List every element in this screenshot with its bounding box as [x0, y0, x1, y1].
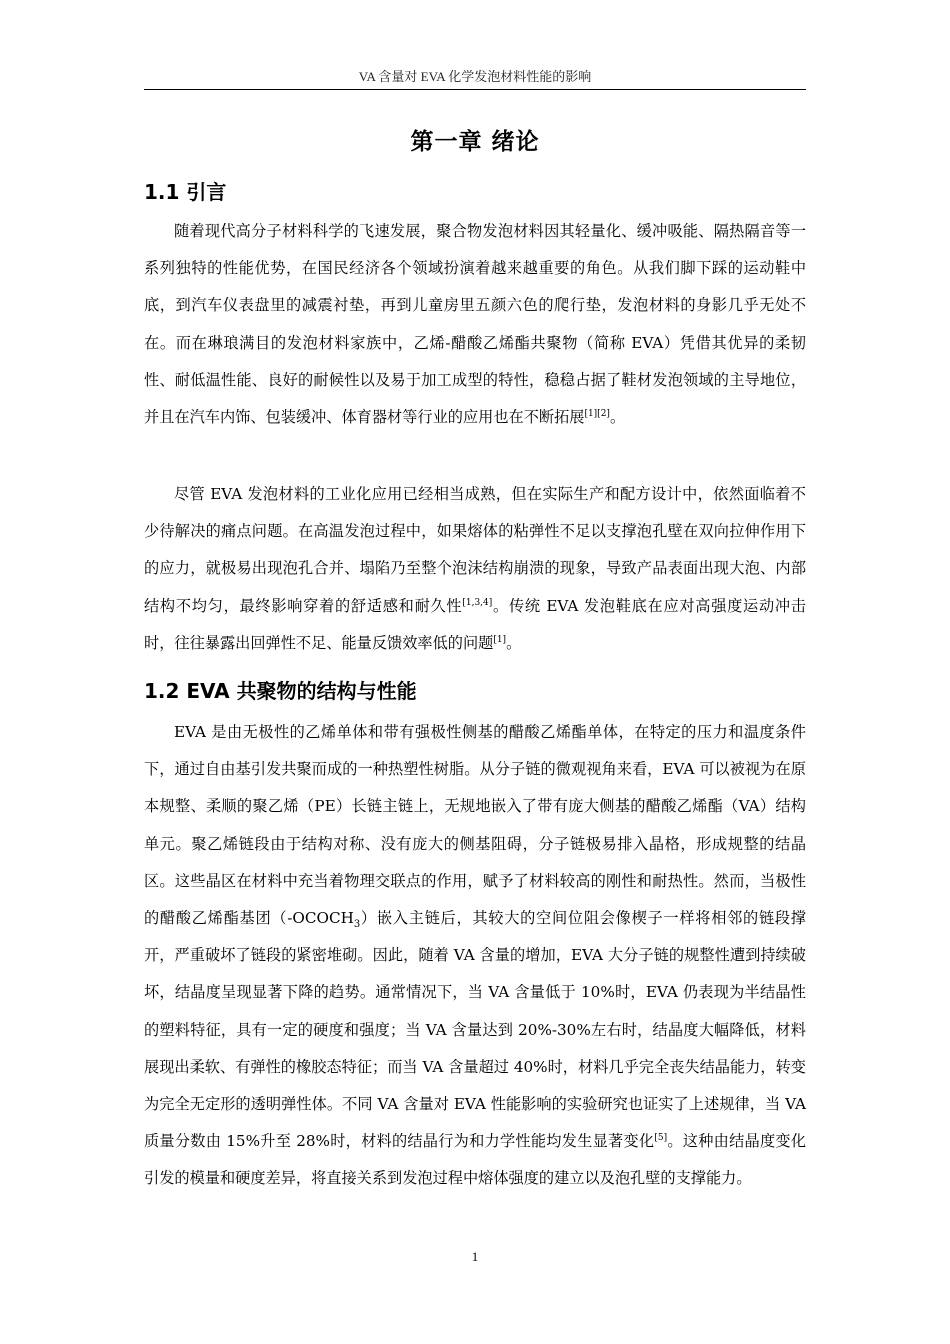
paragraph-intro-2: [144, 476, 806, 662]
header-rule: [144, 89, 806, 90]
paragraph-eva-structure: [144, 714, 806, 1198]
paragraph-intro-1: [144, 213, 806, 436]
paragraph-text: 。: [609, 408, 626, 427]
citation: [5]: [654, 1133, 668, 1144]
paragraph-text: 。: [506, 633, 522, 652]
paragraph-text: 尽管 EVA 发泡材料的工业化应用已经相当成熟，但在实际生产和配方设计中，依然面临着不少待解决的痛点问题。在高温发泡过程中，如果熔体的粘弹性不足以支撑泡孔壁在双向拉伸作用下的应力，就极易出现泡孔合并、塌陷乃至整个泡沫结构崩溃的现象，导致产品表面出现大泡、内部结构不均匀，最终影响穿着的舒适感和耐久性: [144, 485, 806, 615]
citation: [1,3,4]: [462, 597, 493, 608]
chapter-title: 第一章 绪论: [410, 129, 540, 155]
paragraph-text: ）嵌入主链后，其较大的空间位阻会像楔子一样将相邻的链段撑开，严重破坏了链段的紧密堆砌。因此，随着 VA 含量的增加，EVA 大分子链的规整性遭到持续破坏，结晶度呈现显著下降的趋势。通常情况下，当 VA 含量低于 10%时，EVA 仍表现为半结晶性的塑料特征，具有一定的硬度和强度；当 VA 含量达到 20%-30%左右时，结晶度大幅降低，材料展现出柔软、有弹性的橡胶态特征；而当 VA 含量超过 40%时，材料几乎完全丧失结晶能力，转变为完全无定形的透明弹性体。不同 VA 含量对 EVA 性能影响的实验研究也证实了上述规律，当 VA 质量分数由 15%升至 28%时，材料的结晶行为和力学性能均发生显著变化: [144, 909, 806, 1151]
paragraph-text: 。这种由结晶度变化引发的模量和硬度差异，将直接关系到发泡过程中熔体强度的建立以及泡孔壁的支撑能力。: [144, 1132, 807, 1188]
paragraph-text: EVA 是由无极性的乙烯单体和带有强极性侧基的醋酸乙烯酯单体，在特定的压力和温度条件下，通过自由基引发共聚而成的一种热塑性树脂。从分子链的微观视角来看，EVA 可以被视为在原本规整、柔顺的聚乙烯（PE）长链主链上，无规地嵌入了带有庞大侧基的醋酸乙烯酯（VA）结构单元。聚乙烯链段由于结构对称、没有庞大的侧基阻碍，分子链极易排入晶格，形成规整的结晶区。这些晶区在材料中充当着物理交联点的作用，赋予了材料较高的刚性和耐热性。然而，当极性的醋酸乙烯酯基团（-OCOCH: [144, 723, 806, 928]
section-heading-1-1: 1.1 引言: [144, 180, 227, 204]
page-number: 1: [471, 1249, 479, 1264]
citation: [1][2]: [584, 408, 610, 419]
paragraph-text: 。传统 EVA 发泡鞋底在应对高强度运动冲击时，往往暴露出回弹性不足、能量反馈效率低的问题: [144, 596, 806, 652]
running-header: VA 含量对 EVA 化学发泡材料性能的影响: [358, 69, 592, 84]
citation: [1]: [493, 634, 507, 645]
paragraph-text: 随着现代高分子材料科学的飞速发展，聚合物发泡材料因其轻量化、缓冲吸能、隔热隔音等一系列独特的性能优势，在国民经济各个领域扮演着越来越重要的角色。从我们脚下踩的运动鞋中底，到汽车仪表盘里的减震衬垫，再到儿童房里五颜六色的爬行垫，发泡材料的身影几乎无处不在。而在琳琅满目的发泡材料家族中，乙烯-醋酸乙烯酯共聚物（简称 EVA）凭借其优异的柔韧性、耐低温性能、良好的耐候性以及易于加工成型的特性，稳稳占据了鞋材发泡领域的主导地位，并且在汽车内饰、包装缓冲、体育器材等行业的应用也在不断拓展: [144, 222, 806, 427]
subscript: 3: [353, 919, 361, 931]
section-heading-1-2: 1.2 EVA 共聚物的结构与性能: [144, 679, 417, 703]
